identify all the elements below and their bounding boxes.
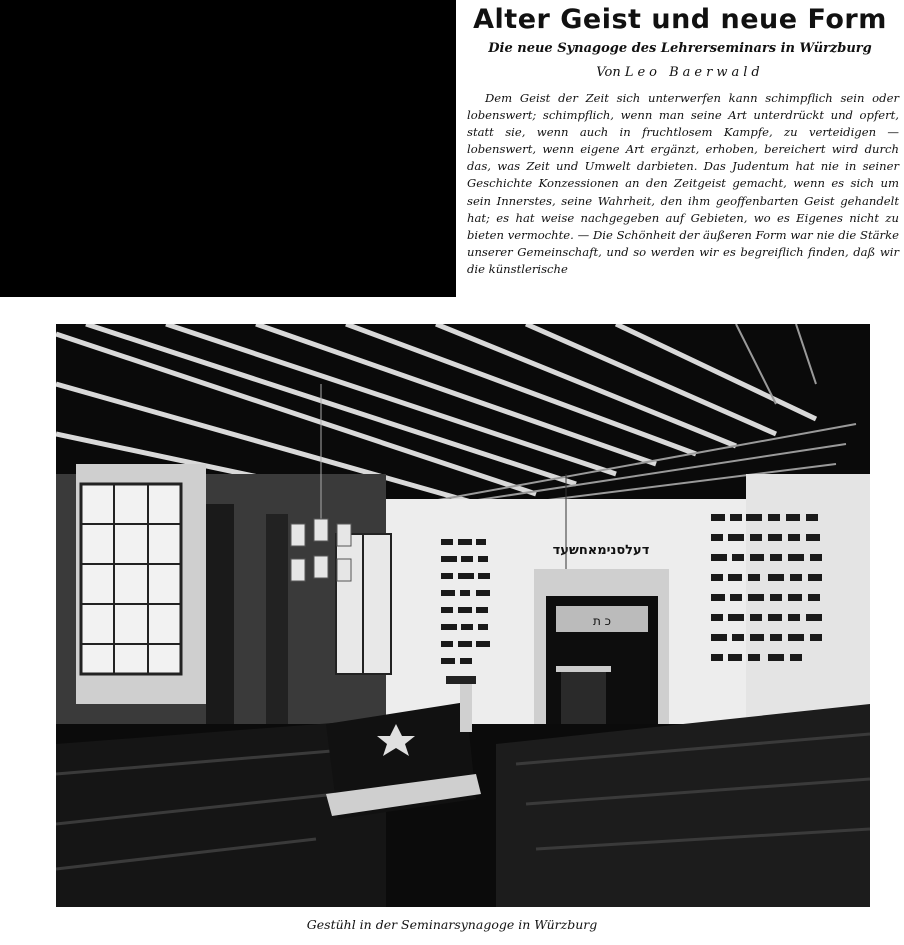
ark-letters: כ ת xyxy=(592,614,612,628)
article-body xyxy=(467,90,899,278)
synagogue-interior-photo xyxy=(56,324,870,907)
article-subtitle: Die neue Synagoge des Lehrerseminars in Würzburg xyxy=(488,41,872,56)
photo-caption: Gestühl in der Seminarsynagoge in Würzburg xyxy=(306,917,598,932)
redacted-black-block xyxy=(0,0,456,297)
body-paragraph: Dem Geist der Zeit sich unterwerfen kann schimpflich sein oder lobenswert; schimpflich, wenn man seine Art unterdrückt und opfert, statt sie, wenn auch in fruchtlosem Kampfe, zu verteidigen — lobenswert, wenn eigene Art ergänzt, erhoben, bereichert wird durch das, was Zeit und Umwelt darbieten. Das Judentum hat nie in seiner Geschichte Konzessionen an den Zeitgeist gemacht, wenn es sich um sein Innerstes, seine Wahrheit, den ihm geoffenbarten Geist gehandelt hat; es hat weise nachgegeben auf Gebieten, wo es Eigenes nicht zu bieten vermochte. — Die Schönheit der äußeren Form war nie die Stärke unserer Gemeinschaft, und so werden wir es begreiflich finden, daß wir die künstlerische xyxy=(467,91,899,276)
byline-prefix: Von xyxy=(596,65,621,80)
hebrew-inscription: דעלסנימאחשעד xyxy=(552,543,650,558)
byline xyxy=(470,65,890,80)
article-title: Alter Geist und neue Form xyxy=(473,4,887,35)
author-name: Leo Baerwald xyxy=(624,65,764,80)
